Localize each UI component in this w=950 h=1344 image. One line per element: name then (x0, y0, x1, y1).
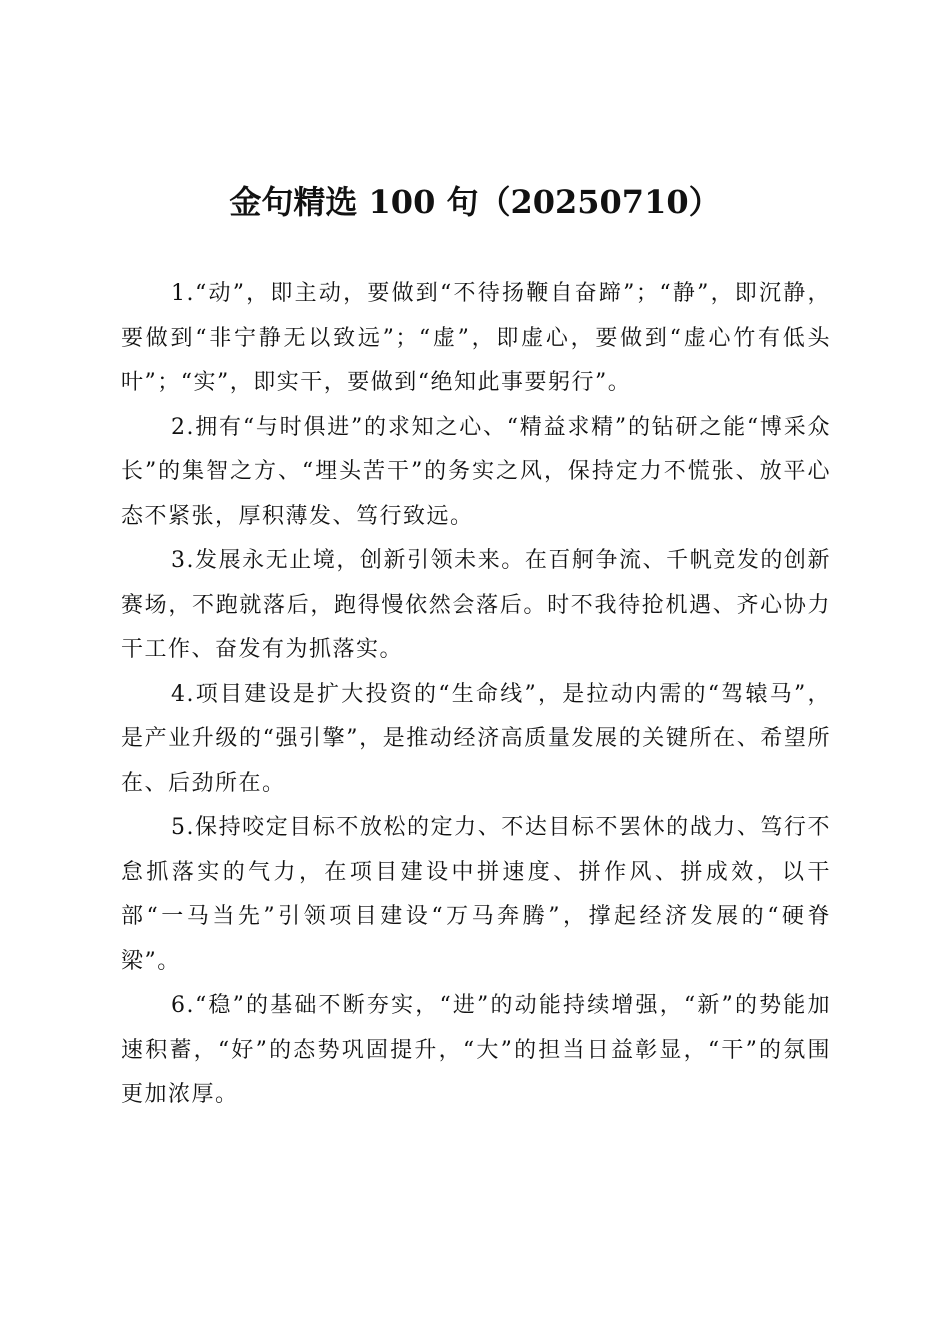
paragraph-3: 3.发展永无止境，创新引领未来。在百舸争流、千帆竞发的创新赛场，不跑就落后，跑得慢依然会落后。时不我待抢机遇、齐心协力干工作、奋发有为抓落实。 (121, 548, 831, 662)
paragraph-5: 5.保持咬定目标不放松的定力、不达目标不罢休的战力、笃行不怠抓落实的气力，在项目建设中拼速度、拼作风、拼成效，以干部“一马当先”引领项目建设“万马奔腾”，撑起经济发展的“硬脊梁”。 (121, 815, 831, 974)
paragraph-2: 2.拥有“与时俱进”的求知之心、“精益求精”的钻研之能“博采众长”的集智之方、“埋头苦干”的务实之风，保持定力不慌张、放平心态不紧张，厚积薄发、笃行致远。 (121, 414, 831, 529)
paragraph-4: 4.项目建设是扩大投资的“生命线”，是拉动内需的“驾辕马”，是产业升级的“强引擎”，是推动经济高质量发展的关键所在、希望所在、后劲所在。 (121, 681, 831, 796)
document-title: 金句精选 100 句（20250710） (229, 183, 721, 221)
document-body (121, 272, 831, 1118)
paragraph-6: 6.“稳”的基础不断夯实，“进”的动能持续增强，“新”的势能加速积蓄，“好”的态势巩固提升，“大”的担当日益彰显，“干”的氛围更加浓厚。 (121, 993, 832, 1107)
paragraph-1: 1.“动”，即主动，要做到“不待扬鞭自奋蹄”；“静”，即沉静，要做到“非宁静无以致远”；“虚”，即虚心，要做到“虚心竹有低头叶”；“实”，即实干，要做到“绝知此事要躬行”。 (121, 281, 831, 395)
